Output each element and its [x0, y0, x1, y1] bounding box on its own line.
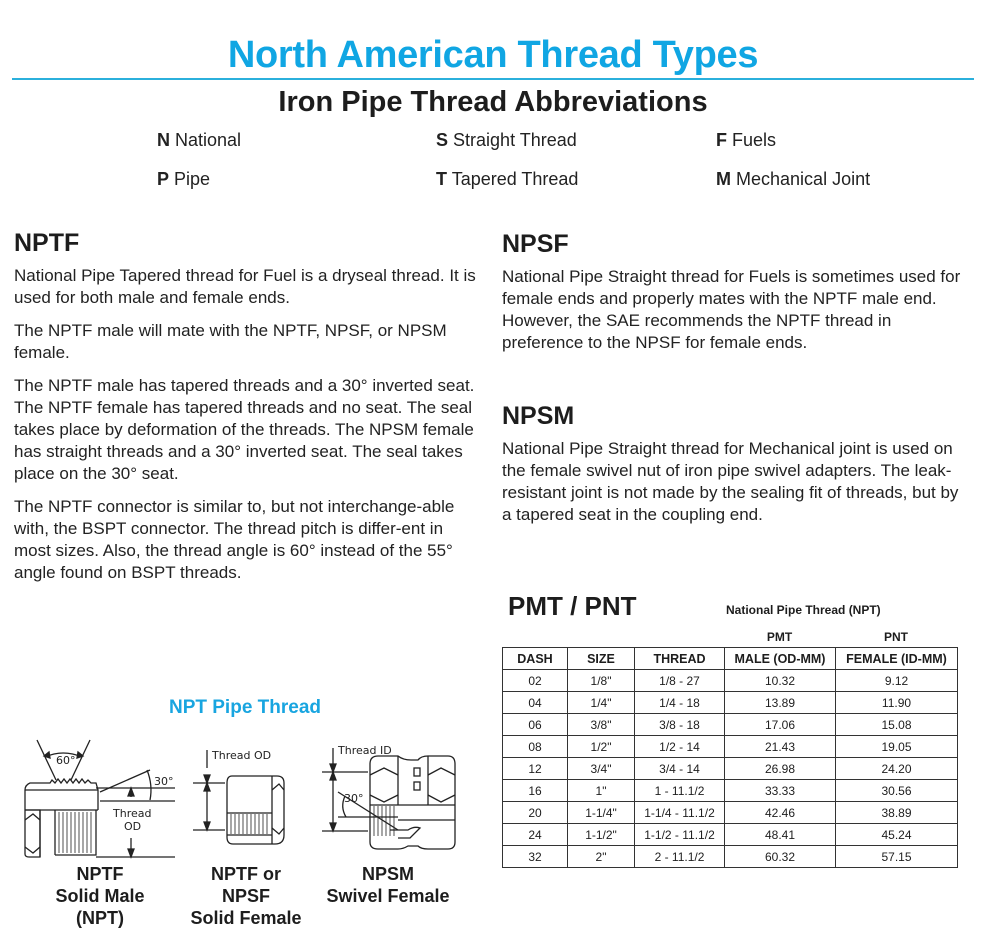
table-cell: 38.89 — [836, 802, 958, 824]
table-cell: 33.33 — [725, 780, 836, 802]
table-row — [503, 692, 958, 714]
solid-male-drawing — [25, 740, 175, 857]
abbreviation-t — [436, 168, 578, 190]
table-cell: 1/4" — [568, 692, 635, 714]
table-cell: 1-1/2 - 11.1/2 — [635, 824, 725, 846]
caption-line: NPTF — [76, 864, 124, 884]
table-cell: 02 — [503, 670, 568, 692]
table-cell: 1-1/4" — [568, 802, 635, 824]
abbr-letter: S — [436, 130, 449, 150]
table-cell: 1/8 - 27 — [635, 670, 725, 692]
angle-30-label: 30° — [154, 775, 174, 788]
npsf-heading: NPSF — [502, 230, 569, 258]
table-cell: 10.32 — [725, 670, 836, 692]
column-header: MALE (OD-MM) — [725, 648, 836, 670]
npsf-body — [502, 266, 967, 365]
caption-line: NPSF — [221, 886, 270, 906]
table-cell: 30.56 — [836, 780, 958, 802]
caption-solid-male — [40, 863, 160, 929]
table-row — [503, 780, 958, 802]
abbreviation-n — [157, 129, 241, 151]
column-header: DASH — [503, 648, 568, 670]
table-cell: 1/2 - 14 — [635, 736, 725, 758]
abbreviation-p — [157, 168, 210, 190]
table-cell: 15.08 — [836, 714, 958, 736]
swivel-female-drawing — [322, 748, 455, 849]
abbr-meaning: Tapered Thread — [451, 169, 579, 189]
caption-solid-female — [186, 863, 306, 929]
table-cell: 3/8 - 18 — [635, 714, 725, 736]
column-header: SIZE — [568, 648, 635, 670]
table-row — [503, 670, 958, 692]
caption-line: Swivel Female — [326, 886, 450, 906]
table-cell: 13.89 — [725, 692, 836, 714]
table-cell: 48.41 — [725, 824, 836, 846]
abbr-meaning: Mechanical Joint — [736, 169, 871, 189]
table-cell: 16 — [503, 780, 568, 802]
abbr-meaning: National — [175, 130, 242, 150]
nptf-paragraph: The NPTF male will mate with the NPTF, NPSF, or NPSM female. — [14, 321, 447, 362]
nptf-body — [14, 265, 484, 595]
angle-60-label: 60° — [56, 754, 76, 767]
group-header-pmt: PMT — [766, 630, 793, 644]
table-row — [503, 758, 958, 780]
page-title: North American Thread Types — [227, 34, 759, 76]
thread-id-label: Thread ID — [338, 744, 392, 757]
caption-line: NPTF or — [211, 864, 281, 884]
page-subtitle: Iron Pipe Thread Abbreviations — [278, 86, 708, 118]
npsf-paragraph: National Pipe Straight thread for Fuels is sometimes used for female ends and properly mates with the NPTF male end. However, the SAE recommends the NPTF thread in preference to the NPSF for female ends. — [502, 267, 961, 352]
abbr-letter: M — [716, 169, 731, 189]
table-cell: 1-1/2" — [568, 824, 635, 846]
thread-od-label: Thread OD — [212, 749, 272, 762]
table-cell: 1/8" — [568, 670, 635, 692]
table-cell: 32 — [503, 846, 568, 868]
column-header: THREAD — [635, 648, 725, 670]
table-cell: 06 — [503, 714, 568, 736]
abbreviation-m — [716, 168, 870, 190]
caption-line: NPSM — [361, 864, 414, 884]
table-header-row — [503, 648, 958, 670]
solid-female-drawing — [193, 750, 284, 844]
table-caption: National Pipe Thread (NPT) — [726, 603, 881, 617]
table-cell: 45.24 — [836, 824, 958, 846]
nptf-paragraph: The NPTF connector is similar to, but not interchange-able with, the BSPT connector. The thread pitch is differ-ent in most sizes. Also, the thread angle is 60° instead of the 55° angle found on BSPT threads. — [14, 497, 455, 582]
thread-table — [502, 647, 958, 868]
od-label: OD — [124, 820, 142, 833]
abbr-meaning: Fuels — [732, 130, 777, 150]
npt-diagram — [0, 730, 480, 870]
table-row — [503, 736, 958, 758]
thread-label: Thread — [113, 807, 152, 820]
table-cell: 60.32 — [725, 846, 836, 868]
table-cell: 24.20 — [836, 758, 958, 780]
table-row — [503, 802, 958, 824]
table-cell: 19.05 — [836, 736, 958, 758]
npsm-body — [502, 438, 972, 537]
nptf-paragraph: The NPTF male has tapered threads and a 30° inverted seat. The NPTF female has tapered threads and no seat. The seal takes place by deformation of the threads. The NPSM female has straight threads and a 30° inverted seat. The seal takes place on the 30° seat. — [14, 376, 475, 483]
nptf-paragraph: National Pipe Tapered thread for Fuel is a dryseal thread. It is used for both male and female ends. — [14, 266, 476, 307]
table-cell: 1 - 11.1/2 — [635, 780, 725, 802]
npsm-paragraph: National Pipe Straight thread for Mechanical joint is used on the female swivel nut of iron pipe swivel adapters. The leak-resistant joint is not made by the sealing fit of threads, but by a tapered seat in the coupling end. — [502, 439, 959, 524]
table-cell: 21.43 — [725, 736, 836, 758]
table-cell: 26.98 — [725, 758, 836, 780]
table-cell: 3/4 - 14 — [635, 758, 725, 780]
table-cell: 11.90 — [836, 692, 958, 714]
table-row — [503, 846, 958, 868]
table-cell: 1/4 - 18 — [635, 692, 725, 714]
caption-line: (NPT) — [76, 908, 124, 928]
table-cell: 1-1/4 - 11.1/2 — [635, 802, 725, 824]
table-cell: 24 — [503, 824, 568, 846]
table-cell: 2 - 11.1/2 — [635, 846, 725, 868]
diagram-title: NPT Pipe Thread — [168, 697, 322, 718]
table-cell: 08 — [503, 736, 568, 758]
table-cell: 9.12 — [836, 670, 958, 692]
table-cell: 1/2" — [568, 736, 635, 758]
table-cell: 12 — [503, 758, 568, 780]
table-heading: PMT / PNT — [508, 591, 637, 621]
table-cell: 57.15 — [836, 846, 958, 868]
abbr-meaning: Pipe — [174, 169, 211, 189]
abbreviation-s — [436, 129, 577, 151]
abbreviation-f — [716, 129, 776, 151]
table-cell: 1" — [568, 780, 635, 802]
caption-line: Solid Male — [55, 886, 145, 906]
abbr-letter: P — [157, 169, 170, 189]
abbr-letter: T — [436, 169, 447, 189]
table-cell: 3/4" — [568, 758, 635, 780]
table-cell: 42.46 — [725, 802, 836, 824]
table-row — [503, 824, 958, 846]
group-header-pnt: PNT — [884, 630, 908, 644]
abbr-letter: F — [716, 130, 727, 150]
column-header: FEMALE (ID-MM) — [836, 648, 958, 670]
caption-swivel-female — [318, 863, 458, 907]
table-row — [503, 714, 958, 736]
nptf-heading: NPTF — [14, 229, 80, 257]
table-cell: 04 — [503, 692, 568, 714]
table-cell: 3/8" — [568, 714, 635, 736]
npsm-heading: NPSM — [502, 402, 575, 430]
title-divider — [12, 78, 974, 80]
caption-line: Solid Female — [190, 908, 302, 928]
abbr-letter: N — [157, 130, 170, 150]
table-cell: 17.06 — [725, 714, 836, 736]
seat-30-label: 30° — [344, 792, 364, 805]
abbr-meaning: Straight Thread — [453, 130, 577, 150]
table-cell: 2" — [568, 846, 635, 868]
table-cell: 20 — [503, 802, 568, 824]
